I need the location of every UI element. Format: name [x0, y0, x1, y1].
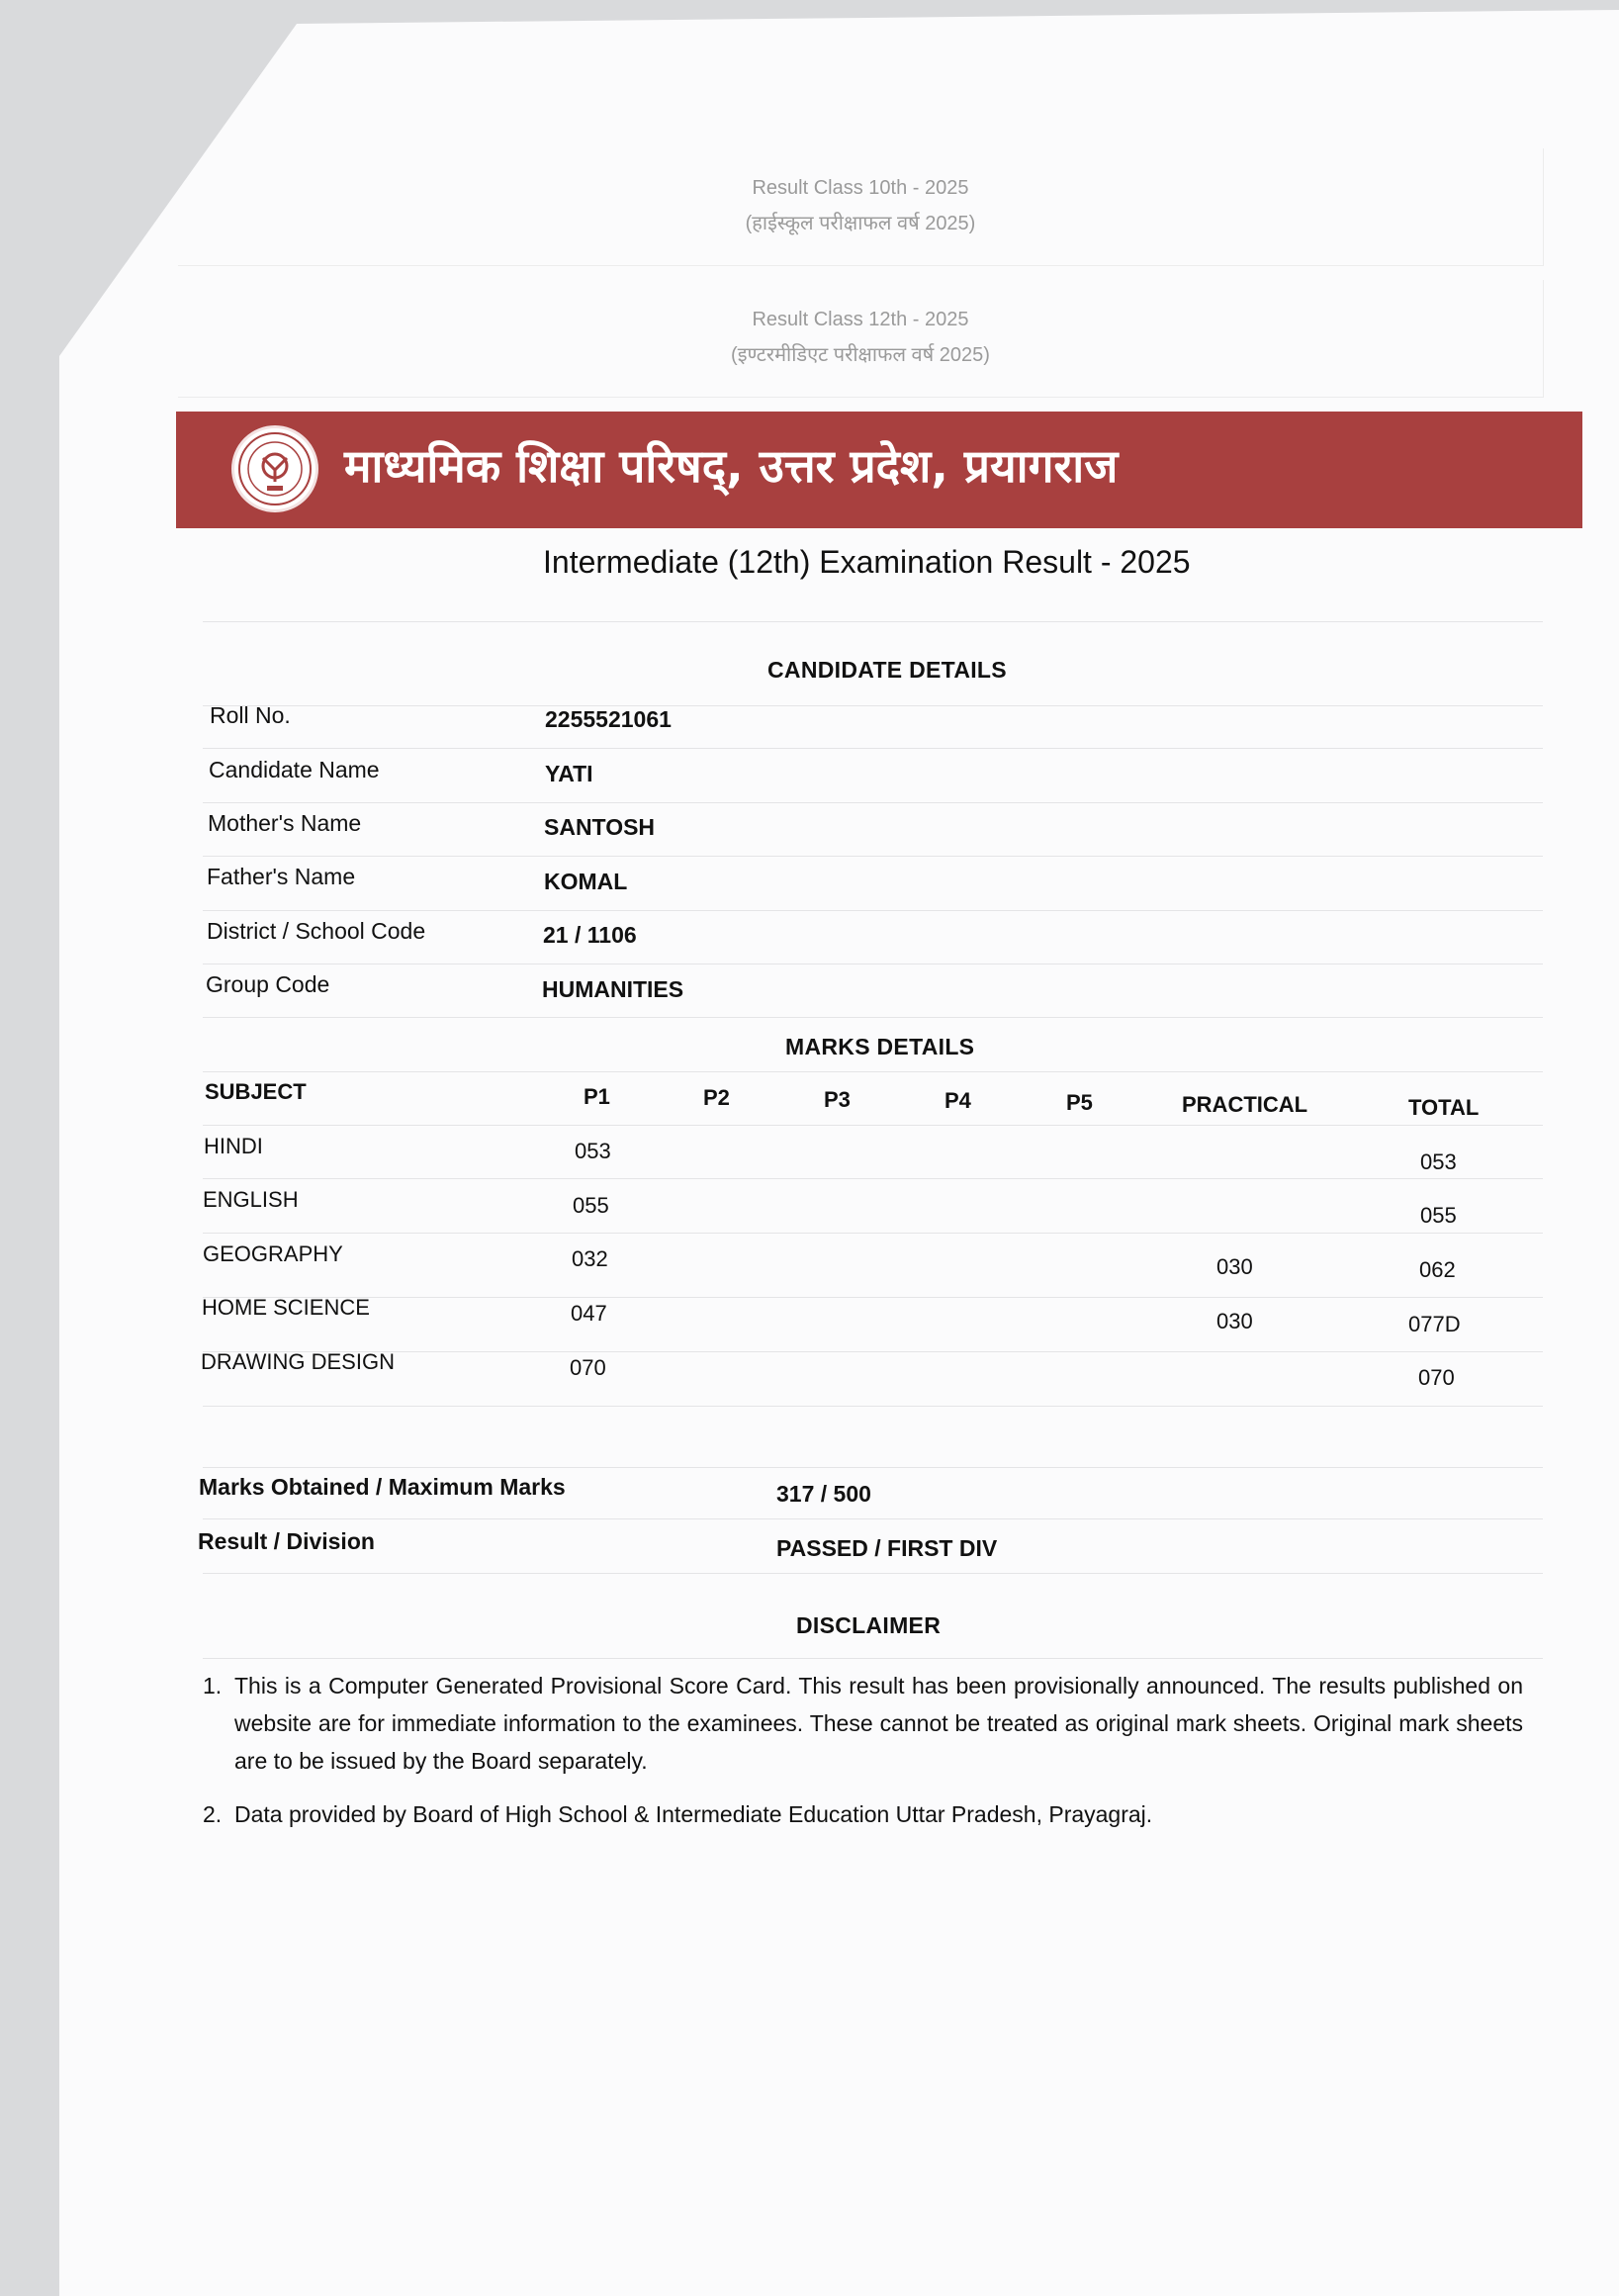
result-12th-hindi-label: (इण्टरमीडिएट परीक्षाफल वर्ष 2025) — [731, 344, 990, 366]
divider — [203, 1573, 1543, 1574]
marks-obtained-value: 317 / 500 — [776, 1481, 871, 1507]
subject-cell: DRAWING DESIGN — [201, 1349, 395, 1374]
total-cell: 053 — [1420, 1149, 1457, 1174]
p1-header: P1 — [584, 1084, 610, 1109]
subject-cell: HINDI — [204, 1134, 263, 1158]
mothers-name-value: SANTOSH — [544, 814, 656, 840]
divider — [203, 1518, 1543, 1519]
divider — [203, 1125, 1543, 1126]
result-division-label: Result / Division — [198, 1528, 375, 1554]
disclaimer-title: DISCLAIMER — [796, 1612, 942, 1638]
candidate-name-value: YATI — [545, 761, 593, 786]
result-10th-hindi-label: (हाईस्कूल परीक्षाफल वर्ष 2025) — [745, 213, 976, 234]
divider — [203, 1017, 1543, 1018]
total-cell: 070 — [1418, 1365, 1455, 1390]
disclaimer-item — [203, 1795, 1523, 1833]
group-code-label: Group Code — [206, 971, 330, 997]
roll-no-value: 2255521061 — [545, 706, 672, 732]
divider — [203, 1406, 1543, 1407]
subject-header: SUBJECT — [205, 1079, 307, 1104]
disclaimer-item — [203, 1667, 1523, 1780]
total-cell: 055 — [1420, 1203, 1457, 1228]
district-school-code-label: District / School Code — [207, 918, 426, 944]
divider — [203, 1178, 1543, 1179]
divider — [203, 856, 1543, 857]
up-board-seal-icon — [231, 425, 318, 512]
divider — [203, 1233, 1543, 1234]
divider — [203, 1071, 1543, 1072]
divider — [203, 910, 1543, 911]
p1-cell: 047 — [571, 1301, 607, 1326]
p4-header: P4 — [944, 1088, 971, 1113]
practical-cell: 030 — [1216, 1309, 1253, 1333]
practical-header: PRACTICAL — [1182, 1092, 1308, 1117]
total-cell: 077D — [1408, 1312, 1461, 1336]
disclaimer-text: Data provided by Board of High School & Intermediate Education Uttar Pradesh, Prayagraj. — [234, 1801, 1153, 1827]
board-name: माध्यमिक शिक्षा परिषद्, उत्तर प्रदेश, प्रयागराज — [344, 439, 1119, 493]
total-header: TOTAL — [1408, 1095, 1480, 1120]
result-division-value: PASSED / FIRST DIV — [776, 1535, 998, 1561]
exam-title: Intermediate (12th) Examination Result - 2025 — [543, 544, 1191, 580]
result-10th-link[interactable] — [178, 148, 1544, 266]
disclaimer-number: 2. — [203, 1801, 223, 1827]
divider — [203, 802, 1543, 803]
total-cell: 062 — [1419, 1257, 1456, 1282]
p1-cell: 055 — [573, 1193, 609, 1218]
subject-cell: ENGLISH — [203, 1187, 299, 1212]
group-code-value: HUMANITIES — [542, 976, 684, 1002]
fathers-name-value: KOMAL — [544, 869, 628, 894]
divider — [203, 1351, 1543, 1352]
subject-cell: HOME SCIENCE — [202, 1295, 370, 1320]
p5-header: P5 — [1066, 1090, 1093, 1115]
disclaimer-number: 1. — [203, 1673, 223, 1699]
marks-obtained-label: Marks Obtained / Maximum Marks — [199, 1474, 566, 1500]
mothers-name-label: Mother's Name — [208, 810, 362, 836]
p1-cell: 053 — [575, 1139, 611, 1163]
p3-header: P3 — [824, 1087, 851, 1112]
district-school-code-value: 21 / 1106 — [543, 922, 637, 948]
divider — [203, 621, 1543, 622]
result-10th-label: Result Class 10th - 2025 — [752, 177, 969, 199]
subject-cell: GEOGRAPHY — [203, 1241, 343, 1266]
divider — [203, 1297, 1543, 1298]
divider — [203, 705, 1543, 706]
fathers-name-label: Father's Name — [207, 864, 356, 889]
marks-details-title: MARKS DETAILS — [785, 1034, 975, 1059]
roll-no-label: Roll No. — [210, 702, 291, 728]
result-12th-link[interactable] — [178, 280, 1544, 398]
result-12th-label: Result Class 12th - 2025 — [752, 309, 969, 330]
disclaimer-text: This is a Computer Generated Provisional Score Card. This result has been provisionally announced. The results published on website are for immediate information to the examinees. These cannot be treated as original mark sheets. Original mark sheets are to be issued by the Board separately. — [234, 1673, 1523, 1774]
candidate-details-title: CANDIDATE DETAILS — [767, 657, 1007, 683]
board-banner — [176, 412, 1582, 528]
divider — [203, 748, 1543, 749]
p2-header: P2 — [703, 1085, 730, 1110]
p1-cell: 032 — [572, 1246, 608, 1271]
divider — [203, 1467, 1543, 1468]
p1-cell: 070 — [570, 1355, 606, 1380]
divider — [203, 1658, 1543, 1659]
practical-cell: 030 — [1216, 1254, 1253, 1279]
candidate-name-label: Candidate Name — [209, 757, 380, 782]
